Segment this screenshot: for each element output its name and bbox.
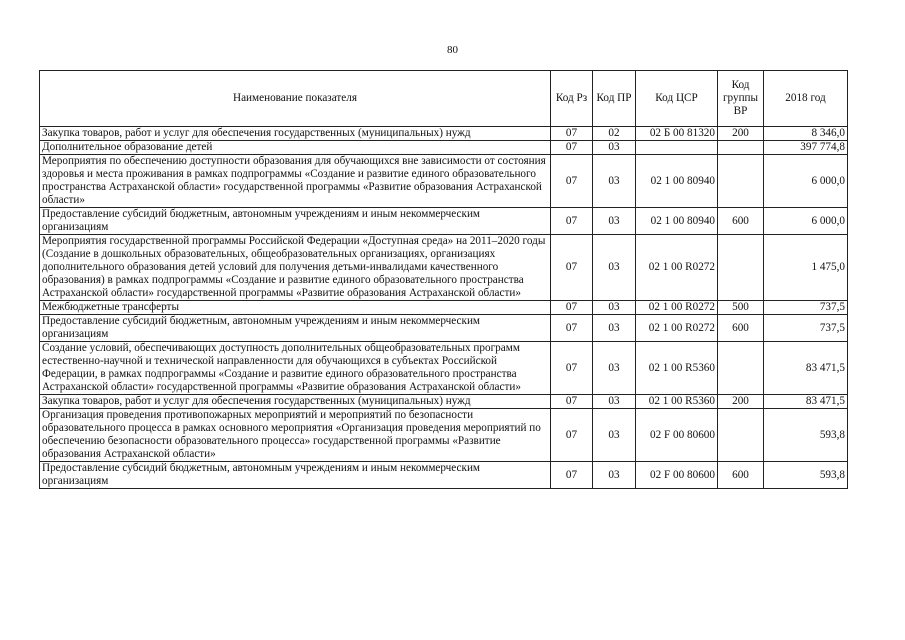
row-csr: 02 1 00 R0272 xyxy=(636,315,718,342)
row-csr: 02 1 00 80940 xyxy=(636,208,718,235)
table-header xyxy=(40,71,848,127)
row-csr: 02 F 00 80600 xyxy=(636,462,718,489)
row-name: Мероприятия государственной программы Российской Федерации «Доступная среда» на 2011–2020 годы (Создание в дошкольных образовательных, общеобразовательных организациях, организациях дополнительного образования детей условий для получения детьми-инвалидами качественного образования) в рамках подпрограммы «Создание и развитие единого образовательного пространства Астраханской области» государственной программы «Развитие образования Астраханской области» xyxy=(40,235,551,301)
header-csr: Код ЦСР xyxy=(636,71,718,127)
row-rz: 07 xyxy=(551,315,593,342)
row-pr: 03 xyxy=(593,462,636,489)
table-row xyxy=(40,462,848,489)
row-name: Предоставление субсидий бюджетным, автономным учреждениям и иным некоммерческим организациям xyxy=(40,462,551,489)
row-amount: 1 475,0 xyxy=(764,235,848,301)
row-name: Закупка товаров, работ и услуг для обеспечения государственных (муниципальных) нужд xyxy=(40,395,551,409)
row-vr: 200 xyxy=(718,127,764,141)
row-amount: 737,5 xyxy=(764,301,848,315)
row-pr: 02 xyxy=(593,127,636,141)
table-row xyxy=(40,409,848,462)
table-row xyxy=(40,127,848,141)
row-csr: 02 1 00 R5360 xyxy=(636,342,718,395)
row-rz: 07 xyxy=(551,155,593,208)
row-pr: 03 xyxy=(593,208,636,235)
row-name: Дополнительное образование детей xyxy=(40,141,551,155)
row-amount: 6 000,0 xyxy=(764,155,848,208)
row-csr: 02 1 00 R0272 xyxy=(636,235,718,301)
table-row xyxy=(40,301,848,315)
row-vr: 600 xyxy=(718,462,764,489)
row-rz: 07 xyxy=(551,342,593,395)
header-rz: Код Рз xyxy=(551,71,593,127)
row-vr xyxy=(718,155,764,208)
row-vr xyxy=(718,342,764,395)
row-rz: 07 xyxy=(551,235,593,301)
row-csr: 02 Б 00 81320 xyxy=(636,127,718,141)
row-name: Организация проведения противопожарных мероприятий и мероприятий по безопасности образовательного процесса в рамках основного мероприятия «Организация проведения мероприятий по обеспечению безопасности образовательного процесса» государственной программы «Развитие образования Астраханской области» xyxy=(40,409,551,462)
row-csr: 02 F 00 80600 xyxy=(636,409,718,462)
row-amount: 737,5 xyxy=(764,315,848,342)
row-rz: 07 xyxy=(551,462,593,489)
row-amount: 83 471,5 xyxy=(764,342,848,395)
table-row xyxy=(40,342,848,395)
row-rz: 07 xyxy=(551,127,593,141)
table-body xyxy=(40,127,848,489)
header-pr: Код ПР xyxy=(593,71,636,127)
row-csr: 02 1 00 R0272 xyxy=(636,301,718,315)
table-row xyxy=(40,208,848,235)
row-rz: 07 xyxy=(551,208,593,235)
row-pr: 03 xyxy=(593,141,636,155)
table-row xyxy=(40,155,848,208)
row-pr: 03 xyxy=(593,315,636,342)
row-name: Межбюджетные трансферты xyxy=(40,301,551,315)
row-vr xyxy=(718,141,764,155)
table-row xyxy=(40,141,848,155)
row-pr: 03 xyxy=(593,395,636,409)
row-pr: 03 xyxy=(593,155,636,208)
row-name: Предоставление субсидий бюджетным, автономным учреждениям и иным некоммерческим организациям xyxy=(40,208,551,235)
row-pr: 03 xyxy=(593,342,636,395)
row-csr: 02 1 00 80940 xyxy=(636,155,718,208)
row-rz: 07 xyxy=(551,301,593,315)
header-row xyxy=(40,71,848,127)
row-amount: 593,8 xyxy=(764,462,848,489)
row-name: Создание условий, обеспечивающих доступность дополнительных общеобразовательных программ естественно-научной и технической направленности для обучающихся в субъектах Российской Федерации, в рамках подпрограммы «Создание и развитие единого образовательного пространства Астраханской области» государственной программы «Развитие образования Астраханской области» xyxy=(40,342,551,395)
row-amount: 6 000,0 xyxy=(764,208,848,235)
row-pr: 03 xyxy=(593,409,636,462)
row-amount: 397 774,8 xyxy=(764,141,848,155)
row-vr: 500 xyxy=(718,301,764,315)
row-name: Предоставление субсидий бюджетным, автономным учреждениям и иным некоммерческим организациям xyxy=(40,315,551,342)
row-vr: 600 xyxy=(718,315,764,342)
row-rz: 07 xyxy=(551,141,593,155)
budget-table xyxy=(39,70,848,489)
row-vr xyxy=(718,409,764,462)
table-row xyxy=(40,315,848,342)
row-pr: 03 xyxy=(593,301,636,315)
header-year: 2018 год xyxy=(764,71,848,127)
row-pr: 03 xyxy=(593,235,636,301)
row-amount: 8 346,0 xyxy=(764,127,848,141)
header-name: Наименование показателя xyxy=(40,71,551,127)
row-csr: 02 1 00 R5360 xyxy=(636,395,718,409)
row-vr: 200 xyxy=(718,395,764,409)
row-rz: 07 xyxy=(551,395,593,409)
row-rz: 07 xyxy=(551,409,593,462)
table-row xyxy=(40,395,848,409)
table-row xyxy=(40,235,848,301)
row-amount: 83 471,5 xyxy=(764,395,848,409)
row-amount: 593,8 xyxy=(764,409,848,462)
row-vr: 600 xyxy=(718,208,764,235)
row-name: Мероприятия по обеспечению доступности образования для обучающихся вне зависимости от состояния здоровья и места проживания в рамках подпрограммы «Создание и развитие единого образовательного пространства Астраханской области» государственной программы «Развитие образования Астраханской области» xyxy=(40,155,551,208)
header-vr: Код группы ВР xyxy=(718,71,764,127)
row-name: Закупка товаров, работ и услуг для обеспечения государственных (муниципальных) нужд xyxy=(40,127,551,141)
row-csr xyxy=(636,141,718,155)
page-number: 80 xyxy=(447,44,458,56)
row-vr xyxy=(718,235,764,301)
